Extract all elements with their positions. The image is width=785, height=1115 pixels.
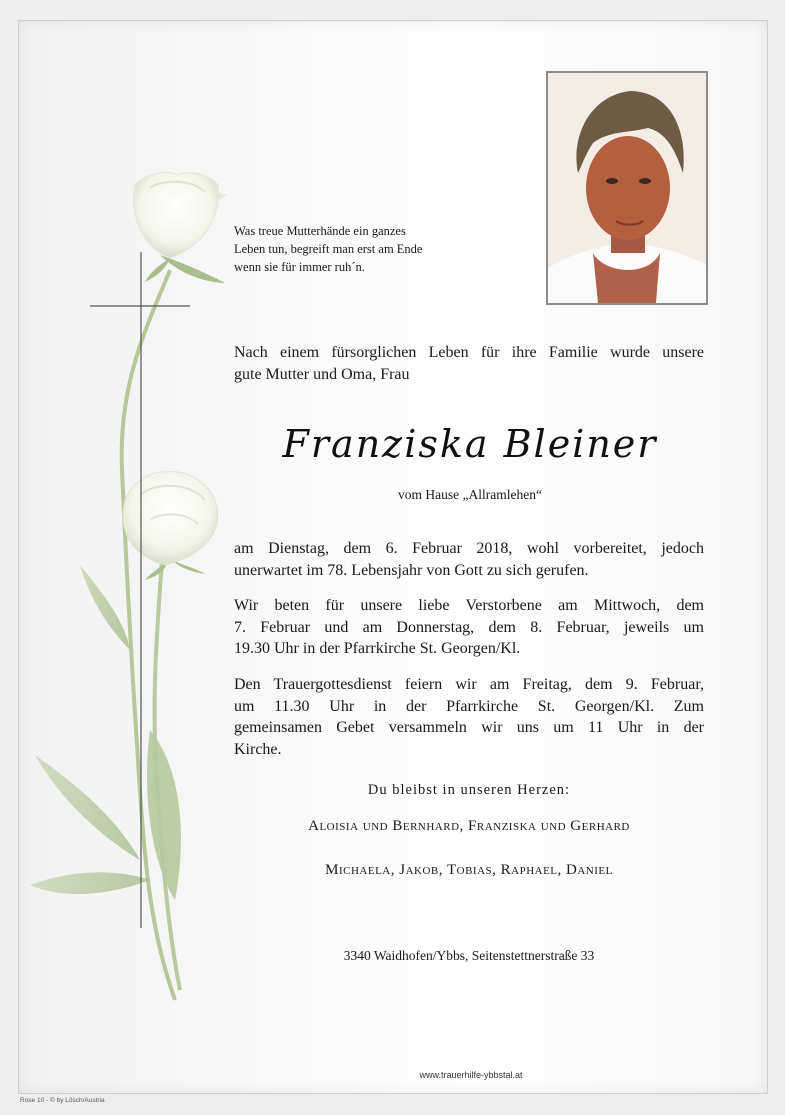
prayer-line: 7. Februar und am Donnerstag, dem 8. Februar, jeweils um <box>234 618 704 636</box>
prayer-line: 19.30 Uhr in der Pfarrkirche St. Georgen/Kl. <box>234 640 521 657</box>
design-credit: Rose 10 - © by Lösch/Austria <box>20 1097 105 1104</box>
death-notice-line: unerwartet im 78. Lebensjahr von Gott zu sich gerufen. <box>234 561 589 579</box>
death-notice <box>234 538 704 581</box>
deceased-name: Franziska Bleiner <box>282 422 658 466</box>
website-link[interactable]: www.trauerhilfe-ybbstal.at <box>419 1070 523 1080</box>
portrait-image <box>548 73 706 303</box>
death-notice-line: am Dienstag, dem 6. Februar 2018, wohl vorbereitet, jedoch <box>234 540 704 557</box>
remembrance-heading: Du bleibst in unseren Herzen: <box>367 782 571 798</box>
address: 3340 Waidhofen/Ybbs, Seitenstettnerstraße 33 <box>343 948 595 963</box>
prayer-line: Wir beten für unsere liebe Verstorbene am Mittwoch, dem <box>234 597 704 614</box>
white-rose-bottom <box>123 472 217 565</box>
intro-line: Nach einem fürsorglichen Leben für ihre Familie wurde unsere <box>234 344 704 361</box>
family-names-grandchildren: Michaela, Jakob, Tobias, Raphael, Daniel <box>325 862 613 878</box>
motto-line: Leben tun, begreift man erst am Ende <box>234 242 423 256</box>
motto-verse <box>234 222 464 276</box>
intro-text <box>234 342 704 386</box>
maiden-house: vom Hause „Allramlehen“ <box>398 487 542 502</box>
prayer-notice <box>234 595 704 660</box>
mass-notice <box>234 674 704 760</box>
mass-line: Kirche. <box>234 740 282 758</box>
white-rose-top <box>134 172 228 258</box>
family-names-children: Aloisia und Bernhard, Franziska und Gerhard <box>308 818 630 834</box>
portrait-photo <box>546 71 708 305</box>
mass-line: um 11.30 Uhr in der Pfarrkirche St. Georgen/Kl. Zum <box>234 697 704 715</box>
mass-line: gemeinsamen Gebet versammeln wir uns um 11 Uhr in der <box>234 719 704 736</box>
intro-line: gute Mutter und Oma, Frau <box>234 366 410 383</box>
mass-line: Den Trauergottesdienst feiern wir am Freitag, dem 9. Februar, <box>234 676 704 693</box>
motto-line: Was treue Mutterhände ein ganzes <box>234 224 406 238</box>
motto-line: wenn sie für immer ruh´n. <box>234 260 365 274</box>
